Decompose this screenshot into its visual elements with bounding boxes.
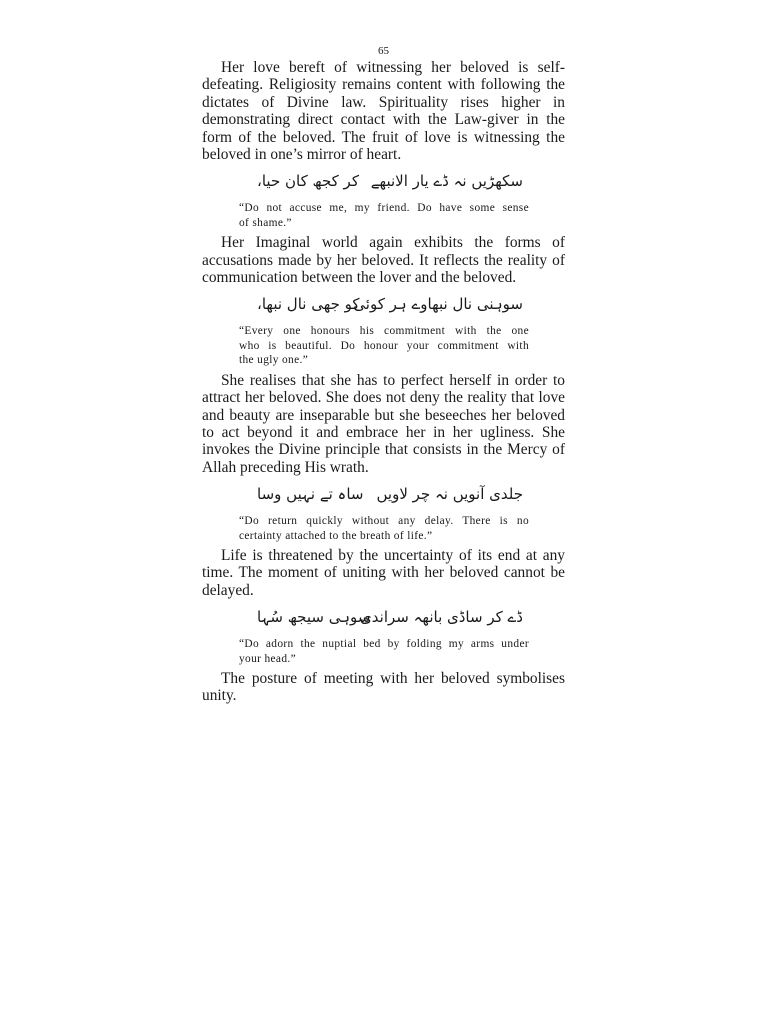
body-paragraph: Her love bereft of witnessing her beloved is self-defeating. Religiosity remains content with following the dictates of Divine law. Spirituality rises higher in demonstrating direct contact with the Law-giver in the form of the beloved. The fruit of love is witnessing the beloved in one’s mirror of heart. bbox=[202, 59, 565, 164]
verse-second-hemistich: سوہی سیجھ سُہا bbox=[257, 608, 371, 627]
translation-line: “Do not accuse me, my friend. Do have some sense bbox=[239, 202, 529, 215]
verse-first-hemistich: جلدی آنویں نہ چر لاویں bbox=[376, 485, 523, 504]
translation-line: your head.” bbox=[239, 652, 296, 665]
verse-first-hemistich: سوہنی نال نبھاوے ہر کوئی bbox=[353, 295, 523, 314]
verse-second-hemistich: کر کجھ کان حیا، bbox=[257, 172, 359, 191]
book-page bbox=[202, 44, 565, 705]
body-paragraph: The posture of meeting with her beloved symbolises unity. bbox=[202, 669, 565, 705]
translation-line: of shame.” bbox=[239, 216, 292, 229]
verse-second-hemistich: کو جھی نال نبھا، bbox=[257, 295, 360, 314]
translation-line: “Every one honours his commitment with the one bbox=[239, 325, 529, 338]
verse-translation bbox=[239, 201, 529, 230]
verse-first-hemistich: ڈے کر ساڈی بانھہ سراندی bbox=[360, 608, 523, 627]
translation-line: who is beautiful. Do honour your commitment with bbox=[239, 339, 529, 352]
translation-line: the ugly one.” bbox=[239, 354, 309, 367]
verse-translation bbox=[239, 637, 529, 666]
page-number: 65 bbox=[378, 45, 389, 57]
verse-couplet bbox=[202, 599, 565, 637]
verse-couplet bbox=[202, 163, 565, 201]
verse-translation bbox=[239, 514, 529, 543]
translation-line: certainty attached to the breath of life.” bbox=[239, 529, 433, 542]
body-paragraph: She realises that she has to perfect herself in order to attract her beloved. She does not deny the reality that love and beauty are inseparable but she beseeches her beloved to act beyond it and embrace her in her ugliness. She invokes the Divine principle that consists in the Mercy of Allah preceding His wrath. bbox=[202, 371, 565, 476]
translation-line: “Do adorn the nuptial bed by folding my arms under bbox=[239, 638, 529, 651]
verse-couplet bbox=[202, 286, 565, 324]
body-paragraph: Life is threatened by the uncertainty of its end at any time. The moment of uniting with her beloved cannot be delayed. bbox=[202, 546, 565, 599]
verse-first-hemistich: سکھڑیں نہ ڈے یار الانبھے bbox=[370, 172, 523, 191]
verse-second-hemistich: ساہ تے نہیں وسا bbox=[257, 485, 364, 504]
translation-line: “Do return quickly without any delay. There is no bbox=[239, 515, 529, 528]
verse-couplet bbox=[202, 476, 565, 514]
body-paragraph: Her Imaginal world again exhibits the forms of accusations made by her beloved. It reflects the reality of communication between the lover and the beloved. bbox=[202, 234, 565, 287]
verse-translation bbox=[239, 324, 529, 367]
